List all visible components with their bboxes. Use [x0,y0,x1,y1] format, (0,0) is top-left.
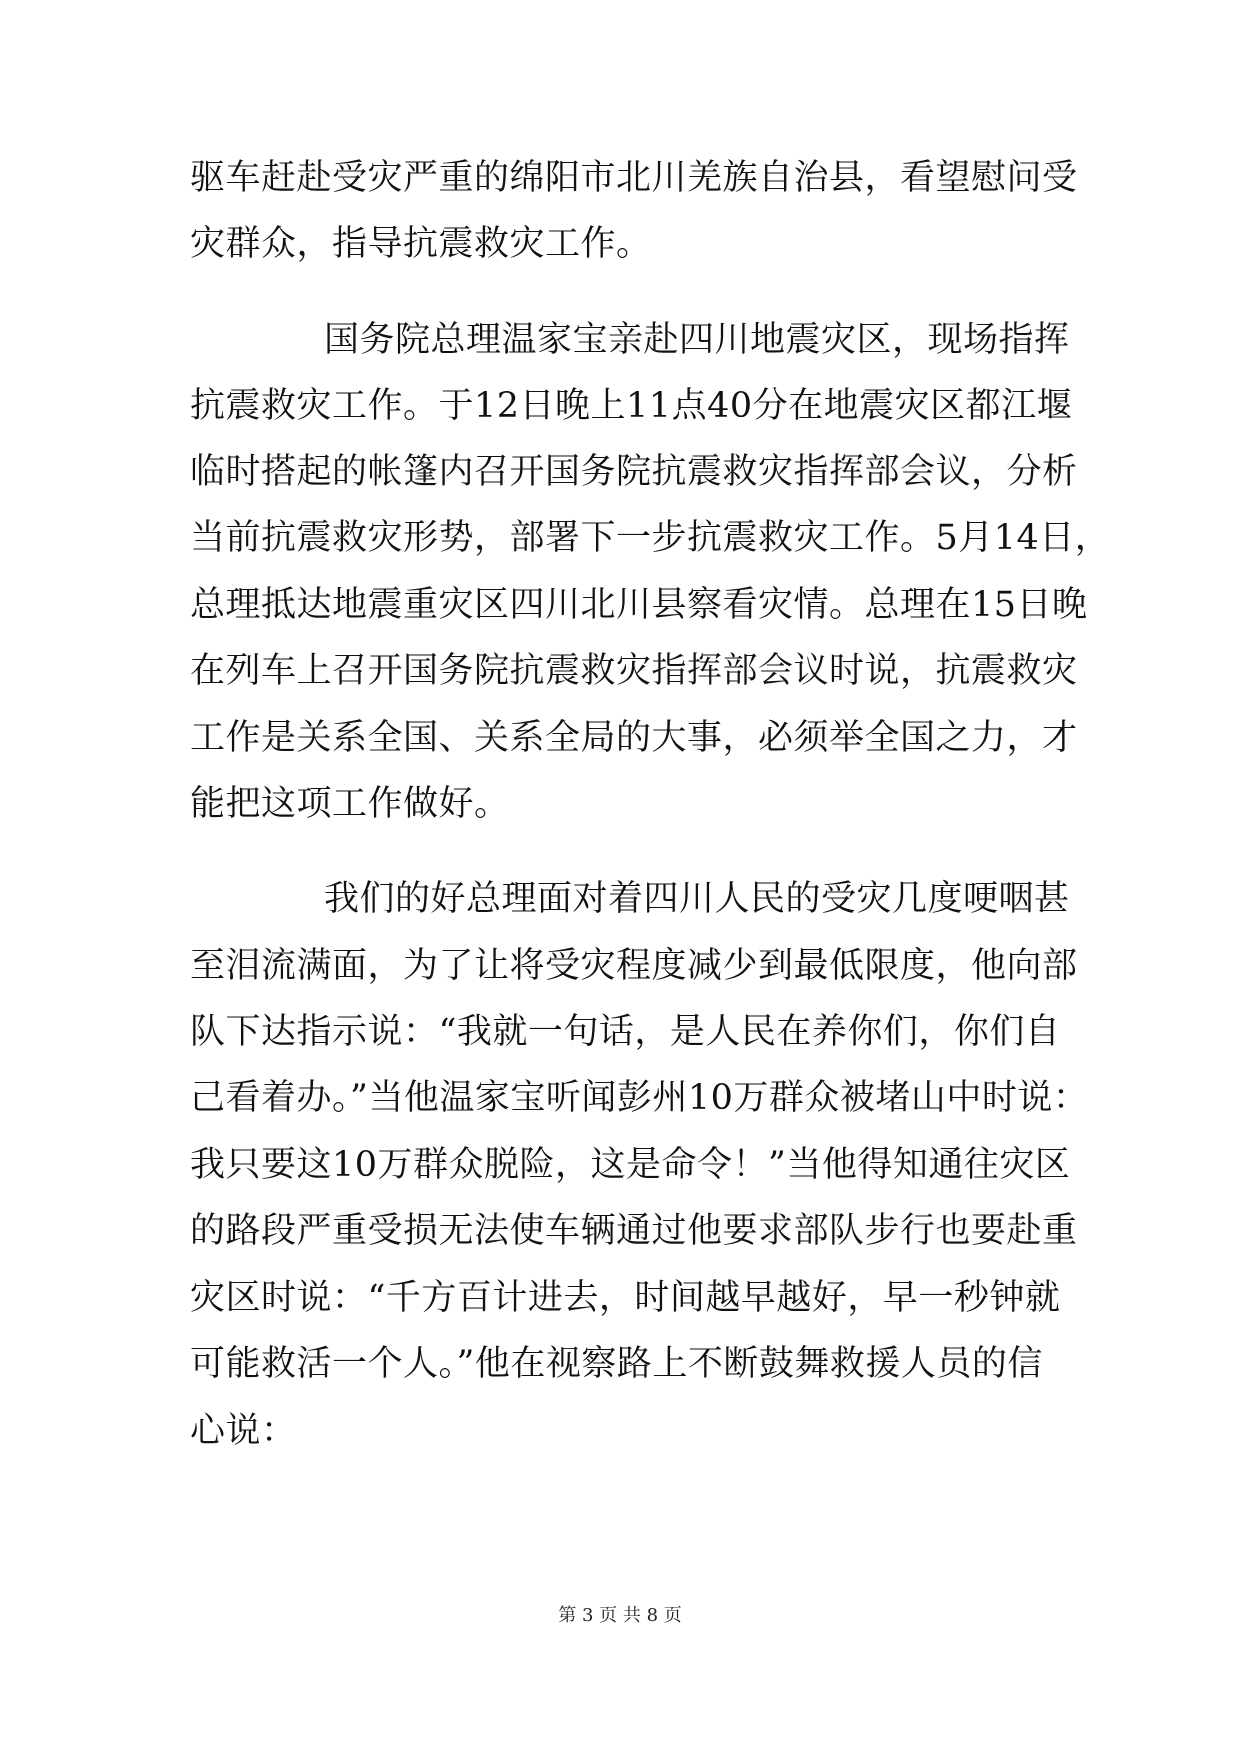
text-line: 当前抗震救灾形势，部署下一步抗震救灾工作。5月14日， [190,518,1111,558]
text-line: 驱车赶赴受灾严重的绵阳市北川羌族自治县，看望慰问受 [190,158,1078,198]
text-line: 至泪流满面，为了让将受灾程度减少到最低限度，他向部 [190,946,1078,986]
text-line: 能把这项工作做好。 [190,784,510,824]
text-line: 队下达指示说：“我就一句话，是人民在养你们，你们自 [190,1012,1061,1052]
text-line: 抗震救灾工作。于12日晚上11点40分在地震灾区都江堰 [190,386,1073,426]
text-line: 心说： [190,1411,297,1451]
text-line: 可能救活一个人。”他在视察路上不断鼓舞救援人员的信 [190,1344,1043,1384]
text-line: 的路段严重受损无法使车辆通过他要求部队步行也要赴重 [190,1211,1078,1251]
text-line: 工作是关系全国、关系全局的大事，必须举全国之力，才 [190,718,1078,758]
text-line: 在列车上召开国务院抗震救灾指挥部会议时说，抗震救灾 [190,651,1078,691]
paragraph-start-line: 我们的好总理面对着四川人民的受灾几度哽咽甚 [324,879,1070,919]
text-line: 我只要这10万群众脱险，这是命令！”当他得知通往灾区 [190,1145,1071,1185]
text-line: 临时搭起的帐篷内召开国务院抗震救灾指挥部会议，分析 [190,452,1078,492]
text-line: 灾区时说：“千方百计进去，时间越早越好，早一秒钟就 [190,1278,1061,1318]
paragraph-start-line: 国务院总理温家宝亲赴四川地震灾区，现场指挥 [324,320,1070,360]
page-number-footer: 第 3 页 共 8 页 [558,1605,682,1626]
text-line: 灾群众，指导抗震救灾工作。 [190,224,652,264]
text-line: 己看着办。”当他温家宝听闻彭州10万群众被堵山中时说： [190,1078,1089,1118]
text-line: 总理抵达地震重灾区四川北川县察看灾情。总理在15日晚 [190,585,1088,625]
